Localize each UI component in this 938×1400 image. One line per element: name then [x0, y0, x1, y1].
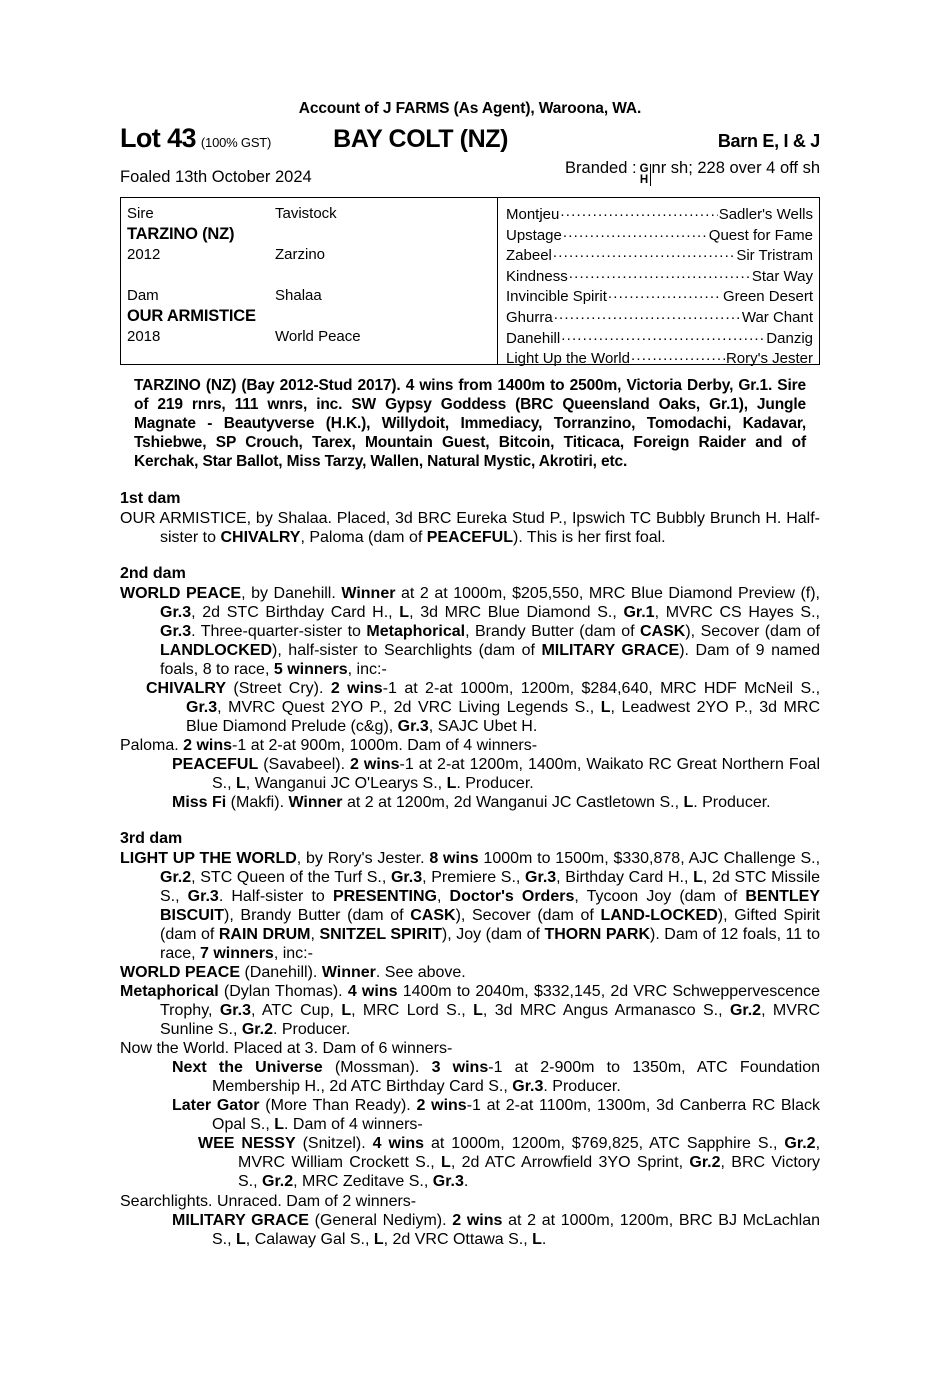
highlighted-name: Miss Fi	[172, 793, 227, 811]
highlighted-name: 4 wins	[372, 1135, 425, 1153]
ancestor-grandsire: War Chant	[741, 308, 813, 326]
pedigree-dam-block	[127, 286, 497, 327]
entry-text: -1 at 2-at 1000m, 1200m, $284,640, MRC HDF McNeil S.,	[382, 679, 821, 697]
highlighted-name: L	[446, 774, 457, 792]
ancestor-grandsire: Quest for Fame	[708, 226, 813, 244]
entry-text: at 1000m, 1200m, $769,825, ATC Sapphire S.,	[424, 1135, 785, 1153]
highlighted-name: L	[600, 698, 611, 716]
pedigree-sire-dam	[275, 245, 325, 286]
entry-text: , 2d STC Birthday Card H.,	[191, 603, 400, 621]
pedigree-ancestor-row	[506, 307, 813, 328]
sire-dam-name: Zarzino	[275, 245, 326, 263]
highlighted-name: MILITARY GRACE	[172, 1211, 309, 1229]
ancestor-grandsire: Danzig	[766, 329, 813, 347]
dam-year-cell	[127, 327, 275, 368]
entry-text: -1 at 2-at 1200m, 1400m, Waikato RC Great Northern Foal S.,	[212, 755, 820, 792]
pedigree-ancestor-row	[506, 286, 813, 307]
highlighted-name: RAIN DRUM	[218, 926, 311, 944]
pedigree-left-columns	[121, 198, 497, 364]
entry-text: , Calaway Gal S.,	[245, 1230, 374, 1248]
ancestor-sire: Zabeel	[506, 247, 552, 265]
highlighted-name: Gr.2	[241, 1021, 273, 1039]
highlighted-name: L	[236, 1230, 246, 1248]
entry-text: (Dylan Thomas).	[218, 983, 348, 1001]
entry-text: , BRC Victory S.,	[238, 1154, 820, 1191]
entry-text: , by Danehill.	[241, 584, 342, 602]
highlighted-name: 2 wins	[350, 755, 400, 773]
highlighted-name: Gr.3	[187, 888, 219, 905]
highlighted-name: Gr.2	[689, 1154, 721, 1172]
highlighted-name: Winner	[341, 584, 396, 602]
highlighted-name: 2 wins	[183, 736, 233, 754]
entry-text: , Premiere S.,	[422, 868, 526, 886]
entry-text: . Producer.	[693, 793, 771, 811]
entry-text: , 3d MRC Blue Diamond S.,	[409, 603, 624, 621]
entry-text: , Birthday Card H.,	[556, 868, 694, 886]
entry-text: (Street Cry).	[226, 679, 331, 697]
highlighted-name: 2 wins	[416, 1097, 467, 1115]
entry-text: , 2d ATC Arrowfield 3YO Sprint,	[450, 1154, 690, 1172]
entry-text: , MVRC CS Hayes S.,	[654, 603, 820, 621]
highlighted-name: PEACEFUL	[426, 528, 513, 546]
highlighted-name: 8 wins	[429, 849, 479, 867]
highlighted-name: L	[373, 1230, 384, 1248]
entry-text: . See above.	[375, 964, 466, 982]
entry-text: Now the World. Placed at 3. Dam of 6 winners-	[120, 1040, 453, 1058]
dot-leader	[553, 245, 735, 260]
entry-text: (Savabeel).	[258, 755, 351, 773]
pedigree-entry	[120, 1192, 820, 1211]
highlighted-name: Gr.3	[219, 1002, 251, 1020]
dam-dam-name: World Peace	[275, 327, 361, 345]
highlighted-name: 5 winners	[273, 660, 348, 678]
highlighted-name: Next the Universe	[172, 1059, 323, 1077]
entry-text: , Leadwest 2YO P., 3d MRC Blue Diamond Prelude (c&g),	[186, 698, 820, 735]
third-dam-heading: 3rd dam	[120, 829, 183, 847]
highlighted-name: 2 wins	[330, 679, 383, 697]
pedigree-ancestor-row	[506, 348, 813, 369]
highlighted-name: Gr.3	[512, 1078, 544, 1096]
pedigree-entry	[120, 793, 820, 812]
pedigree-entry	[120, 509, 820, 547]
highlighted-name: L	[532, 1230, 542, 1248]
entry-text: ). Dam of 12 foals, 11 to race,	[160, 926, 821, 963]
highlighted-name: Gr.3	[525, 868, 557, 886]
entry-text: . Half-sister to	[218, 888, 333, 905]
catalogue-page	[120, 0, 820, 1249]
entry-text: ), half-sister to Searchlights (dam of	[272, 641, 542, 659]
brand-symbol-icon	[640, 164, 651, 186]
entry-text: ), Joy (dam of	[441, 926, 545, 944]
entry-text: , MVRC Sunline S.,	[160, 1002, 821, 1039]
highlighted-name: 7 winners	[200, 945, 274, 963]
pedigree-entry	[120, 1039, 820, 1058]
pedigree-entry	[120, 1058, 820, 1096]
highlighted-name: Gr.2	[729, 1002, 762, 1020]
entry-text: -1 at 2-900m to 1350m, ATC Foundation Membership H., 2d ATC Birthday Card S.,	[212, 1059, 820, 1096]
highlighted-name: L	[441, 1154, 451, 1172]
entry-text: ). This is her first foal.	[512, 528, 666, 546]
entry-text: , Paloma (dam of	[300, 528, 427, 546]
ancestor-grandsire: Sir Tristram	[736, 247, 813, 265]
entry-text: 1000m to 1500m, $330,878, AJC Challenge S.,	[478, 849, 821, 867]
entry-text: -1 at 2-at 1100m, 1300m, 3d Canberra RC Black Opal S.,	[212, 1097, 821, 1134]
dot-leader	[561, 328, 765, 343]
sire-year-cell	[127, 245, 275, 286]
pedigree-dam-dam	[275, 327, 361, 368]
ancestor-grandsire: Green Desert	[722, 288, 813, 306]
dot-leader	[554, 307, 741, 322]
entry-text: Paloma.	[120, 736, 184, 754]
pedigree-entry	[120, 982, 820, 1039]
highlighted-name: Later Gator	[172, 1097, 260, 1115]
highlighted-name: LANDLOCKED	[160, 641, 272, 659]
entry-text: Searchlights. Unraced. Dam of 2 winners-	[120, 1192, 417, 1210]
highlighted-name: WORLD PEACE	[120, 584, 242, 602]
entry-text: . Three-quarter-sister to	[191, 622, 367, 640]
entry-text: , 3d MRC Angus Armanasco S.,	[482, 1002, 730, 1020]
entry-text: (Danehill).	[240, 964, 322, 982]
highlighted-name: 4 wins	[347, 983, 398, 1001]
pedigree-dam-dam-block	[127, 327, 497, 368]
entry-text: , 2d STC Missile S.,	[160, 868, 820, 905]
dot-leader	[569, 266, 751, 281]
pedigree-table	[120, 197, 820, 368]
pedigree-sire-block	[127, 204, 497, 245]
highlighted-name: 2 wins	[452, 1211, 503, 1229]
gst-note: (100% GST)	[200, 135, 272, 151]
dam-label: Dam	[127, 286, 159, 304]
entry-text: ). Dam of 9 named foals, 8 to race,	[160, 641, 821, 678]
pedigree-entry	[120, 1096, 820, 1134]
sire-year: 2012	[127, 245, 161, 263]
second-dam-heading: 2nd dam	[120, 564, 186, 582]
entry-text: , SAJC Ubet H.	[428, 717, 538, 735]
highlighted-name: L	[341, 1002, 352, 1020]
ancestor-sire: Invincible Spirit	[506, 288, 607, 306]
pedigree-entry	[120, 679, 820, 736]
pedigree-entry	[120, 736, 820, 755]
highlighted-name: Gr.1	[623, 603, 655, 621]
entry-text: at 2 at 1200m, 2d Wanganui JC Castletown S.,	[342, 793, 684, 811]
entry-text: . Dam of 4 winners-	[284, 1116, 423, 1134]
highlighted-name: CASK	[410, 907, 456, 925]
entry-text: OUR ARMISTICE, by Shalaa. Placed, 3d BRC Eureka Stud P., Ipswich TC Bubbly Brunch H. Half-sister to	[120, 509, 820, 546]
highlighted-name: CHIVALRY	[220, 528, 301, 546]
third-dam-block	[120, 849, 820, 1249]
first-dam-heading: 1st dam	[120, 489, 181, 507]
entry-text: ), Secover (dam of	[455, 907, 601, 925]
highlighted-name: WORLD PEACE	[120, 964, 240, 982]
brand-bottom-letter: H	[639, 173, 649, 186]
highlighted-name: Gr.3	[160, 622, 192, 640]
highlighted-name: L	[274, 1116, 285, 1134]
highlighted-name: Winner	[321, 964, 376, 982]
ancestor-sire: Light Up the World	[506, 350, 630, 368]
pedigree-sire-sire	[275, 204, 337, 245]
pedigree-ancestor-row	[506, 328, 813, 349]
dam-sire-name: Shalaa	[275, 286, 322, 304]
highlighted-name: Metaphorical	[366, 622, 466, 640]
entry-text: (Snitzel).	[295, 1135, 373, 1153]
highlighted-name: L	[693, 868, 703, 886]
entry-text: -1 at 2-at 900m, 1000m. Dam of 4 winners-	[232, 736, 538, 754]
highlighted-name: CASK	[640, 622, 686, 640]
brand-description: nr sh; 228 over 4 off sh	[651, 159, 820, 178]
entry-text: at 2 at 1000m, $205,550, MRC Blue Diamond Preview (f),	[395, 584, 821, 602]
entry-text: . Producer.	[543, 1078, 621, 1096]
entry-text: . Producer.	[272, 1021, 351, 1039]
highlighted-name: Gr.3	[160, 603, 192, 621]
entry-text: ,	[310, 926, 320, 944]
entry-text: (Mossman).	[322, 1059, 432, 1077]
entry-text: ), Brandy Butter (dam of	[224, 907, 411, 925]
ancestor-grandsire: Rory's Jester	[725, 350, 813, 368]
dot-leader	[631, 348, 725, 363]
entry-text: (Makfi).	[226, 793, 289, 811]
highlighted-name: Gr.3	[186, 698, 218, 716]
ancestor-grandsire: Sadler's Wells	[718, 205, 813, 223]
pedigree-ancestor-row	[506, 266, 813, 287]
entry-text: at 2 at 1000m, 1200m, BRC BJ McLachlan S.,	[212, 1211, 821, 1248]
branded-group	[565, 159, 820, 187]
account-line: Account of J FARMS (As Agent), Waroona, WA.	[298, 100, 642, 117]
highlighted-name: Gr.3	[432, 1173, 464, 1191]
pedigree-sire-names	[127, 204, 275, 245]
entry-text: , MVRC William Crockett S.,	[238, 1135, 821, 1172]
highlighted-name: Gr.2	[784, 1135, 816, 1153]
highlighted-name: L	[683, 793, 694, 811]
pedigree-entry	[120, 584, 820, 679]
pedigree-dam-names	[127, 286, 275, 327]
highlighted-name: L	[473, 1002, 483, 1020]
entry-text: , MRC Lord S.,	[351, 1002, 474, 1020]
highlighted-name: PEACEFUL	[172, 755, 259, 773]
entry-text: (More Than Ready).	[259, 1097, 417, 1115]
ancestor-sire: Ghurra	[506, 308, 553, 326]
entry-text: ), Gifted Spirit (dam of	[160, 907, 821, 944]
highlighted-name: Gr.2	[262, 1173, 294, 1191]
entry-text: , MVRC Quest 2YO P., 2d VRC Living Legends S.,	[217, 698, 601, 716]
branded-label: Branded :	[565, 159, 637, 178]
entry-text: .	[463, 1173, 469, 1191]
highlighted-name: CHIVALRY	[146, 679, 226, 697]
ancestor-grandsire: Star Way	[751, 267, 813, 285]
pedigree-entry	[120, 1211, 820, 1249]
highlighted-name: Gr.3	[397, 717, 429, 735]
lot-left-group	[120, 123, 508, 154]
entry-text: , ATC Cup,	[250, 1002, 342, 1020]
highlighted-name: SNITZEL SPIRIT	[319, 926, 442, 944]
entry-text: (General Nediym).	[308, 1211, 453, 1229]
highlighted-name: L	[399, 603, 410, 621]
sire-label: Sire	[127, 204, 154, 222]
foaled-branded-row	[120, 159, 820, 187]
highlighted-name: LIGHT UP THE WORLD	[120, 849, 297, 867]
pedigree-entry	[120, 1134, 820, 1191]
pedigree-ancestor-row	[506, 204, 813, 225]
sire-summary-paragraph: TARZINO (NZ) (Bay 2012-Stud 2017). 4 wins from 1400m to 2500m, Victoria Derby, Gr.1. Sire of 219 rnrs, 111 wnrs, inc. SW Gypsy Goddess (BRC Queensland Oaks, Gr.1), Jungle Magnate - Beautyverse (H.K.), Willydoit, Immediacy, Torranzino, Tomodachi, Kadavar, Tshiebwe, SP Crouch, Tarex, Mountain Guest, Bitcoin, Titicaca, Foreign Raider and of Kerchak, Star Ballot, Miss Tarzy, Wallen, Natural Mystic, Akrotiri, etc.	[134, 376, 806, 470]
sire-sire-name: Tavistock	[275, 204, 337, 222]
ancestor-sire: Kindness	[506, 267, 568, 285]
pedigree-entry	[120, 755, 820, 793]
entry-text: , Brandy Butter (dam of	[465, 622, 640, 640]
entry-text: , inc:-	[273, 945, 313, 963]
lot-header-row	[120, 123, 820, 154]
highlighted-name: Metaphorical	[120, 983, 219, 1001]
highlighted-name: Gr.3	[390, 868, 423, 886]
ancestor-sire: Montjeu	[506, 205, 560, 223]
highlighted-name: WEE NESSY	[198, 1135, 296, 1153]
ancestor-sire: Danehill	[506, 329, 561, 347]
entry-text: , by Rory's Jester.	[296, 849, 430, 867]
pedigree-dam-sire	[275, 286, 322, 327]
highlighted-name: Doctor's Orders	[449, 888, 575, 905]
highlighted-name: Winner	[288, 793, 343, 811]
entry-text: , Tycoon Joy (dam of	[574, 888, 746, 905]
highlighted-name: BENTLEY BISCUIT	[160, 888, 821, 925]
entry-text: , Wanganui JC O'Learys S.,	[245, 774, 447, 792]
entry-text: . Producer.	[456, 774, 534, 792]
entry-text: , STC Queen of the Turf S.,	[191, 868, 391, 886]
second-dam-block	[120, 584, 820, 812]
dam-name: OUR ARMISTICE	[127, 306, 256, 325]
highlighted-name: 3 wins	[431, 1059, 489, 1077]
dam-year: 2018	[127, 327, 161, 345]
pedigree-ancestor-row	[506, 245, 813, 266]
dot-leader	[563, 225, 708, 240]
pedigree-sire-dam-block	[127, 245, 497, 286]
entry-text: ), Secover (dam of	[685, 622, 820, 640]
highlighted-name: Gr.2	[160, 868, 192, 886]
lot-number: Lot 43	[120, 123, 196, 154]
highlighted-name: LAND-LOCKED	[600, 907, 718, 925]
pedigree-entry	[120, 849, 820, 963]
entry-text: , 2d VRC Ottawa S.,	[383, 1230, 533, 1248]
sire-name: TARZINO (NZ)	[127, 224, 235, 243]
foaled-date: Foaled 13th October 2024	[120, 167, 312, 186]
pedigree-ancestor-row	[506, 225, 813, 246]
highlighted-name: THORN PARK	[544, 926, 651, 944]
highlighted-name: PRESENTING	[332, 888, 437, 905]
dot-leader	[608, 286, 722, 301]
dot-leader	[560, 204, 717, 219]
brand-top-letter: G	[639, 163, 649, 176]
highlighted-name: MILITARY GRACE	[541, 641, 680, 659]
highlighted-name: L	[236, 774, 246, 792]
ancestor-sire: Upstage	[506, 226, 562, 244]
barn-label: Barn E, I & J	[717, 131, 820, 152]
entry-text: , MRC Zeditave S.,	[293, 1173, 433, 1191]
pedigree-entry	[120, 963, 820, 982]
pedigree-grandparent-column	[497, 198, 819, 368]
entry-text: ,	[436, 888, 450, 905]
first-dam-block	[120, 509, 820, 547]
page-title: BAY COLT (NZ)	[333, 125, 509, 154]
entry-text: .	[541, 1230, 547, 1248]
entry-text: 1400m to 2040m, $332,145, 2d VRC Schweppervescence Trophy,	[160, 983, 820, 1020]
entry-text: , inc:-	[347, 660, 387, 678]
